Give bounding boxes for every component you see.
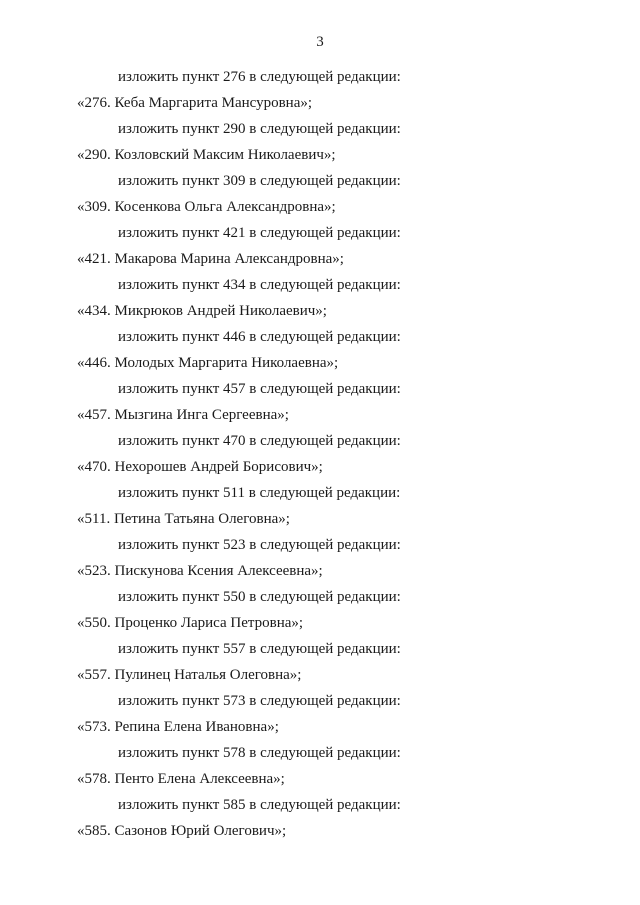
- amended-entry: «585. Сазонов Юрий Олегович»;: [77, 823, 287, 839]
- amendment-instruction: изложить пункт 434 в следующей редакции:: [118, 277, 401, 293]
- amendment-instruction: изложить пункт 578 в следующей редакции:: [118, 745, 401, 761]
- amendment-instruction: изложить пункт 585 в следующей редакции:: [118, 797, 401, 813]
- amendment-instruction: изложить пункт 511 в следующей редакции:: [118, 485, 401, 501]
- amendment-instruction: изложить пункт 523 в следующей редакции:: [118, 537, 401, 553]
- amended-entry: «276. Кеба Маргарита Мансуровна»;: [77, 95, 313, 111]
- amended-entry: «578. Пенто Елена Алексеевна»;: [77, 771, 285, 787]
- amended-entry: «573. Репина Елена Ивановна»;: [77, 719, 279, 735]
- amended-entry: «290. Козловский Максим Николаевич»;: [77, 147, 336, 163]
- amendment-instruction: изложить пункт 421 в следующей редакции:: [118, 225, 401, 241]
- page-number: 3: [316, 34, 324, 50]
- amendment-list: [0, 64, 640, 844]
- amendment-instruction: изложить пункт 573 в следующей редакции:: [118, 693, 401, 709]
- amendment-instruction: изложить пункт 309 в следующей редакции:: [118, 173, 401, 189]
- amended-entry: «470. Нехорошев Андрей Борисович»;: [77, 459, 323, 475]
- amendment-instruction: изложить пункт 550 в следующей редакции:: [118, 589, 401, 605]
- amendment-instruction: изложить пункт 470 в следующей редакции:: [118, 433, 401, 449]
- amended-entry: «511. Петина Татьяна Олеговна»;: [77, 511, 290, 527]
- amendment-instruction: изложить пункт 290 в следующей редакции:: [118, 121, 401, 137]
- amendment-instruction: изложить пункт 446 в следующей редакции:: [118, 329, 401, 345]
- amended-entry: «523. Пискунова Ксения Алексеевна»;: [77, 563, 323, 579]
- amended-entry: «446. Молодых Маргарита Николаевна»;: [77, 355, 339, 371]
- amended-entry: «557. Пулинец Наталья Олеговна»;: [77, 667, 302, 683]
- amendment-instruction: изложить пункт 557 в следующей редакции:: [118, 641, 401, 657]
- amended-entry: «457. Мызгина Инга Сергеевна»;: [77, 407, 289, 423]
- amended-entry: «434. Микрюков Андрей Николаевич»;: [77, 303, 327, 319]
- amendment-instruction: изложить пункт 276 в следующей редакции:: [118, 69, 401, 85]
- amended-entry: «550. Проценко Лариса Петровна»;: [77, 615, 304, 631]
- amended-entry: «421. Макарова Марина Александровна»;: [77, 251, 344, 267]
- amendment-instruction: изложить пункт 457 в следующей редакции:: [118, 381, 401, 397]
- amended-entry: «309. Косенкова Ольга Александровна»;: [77, 199, 336, 215]
